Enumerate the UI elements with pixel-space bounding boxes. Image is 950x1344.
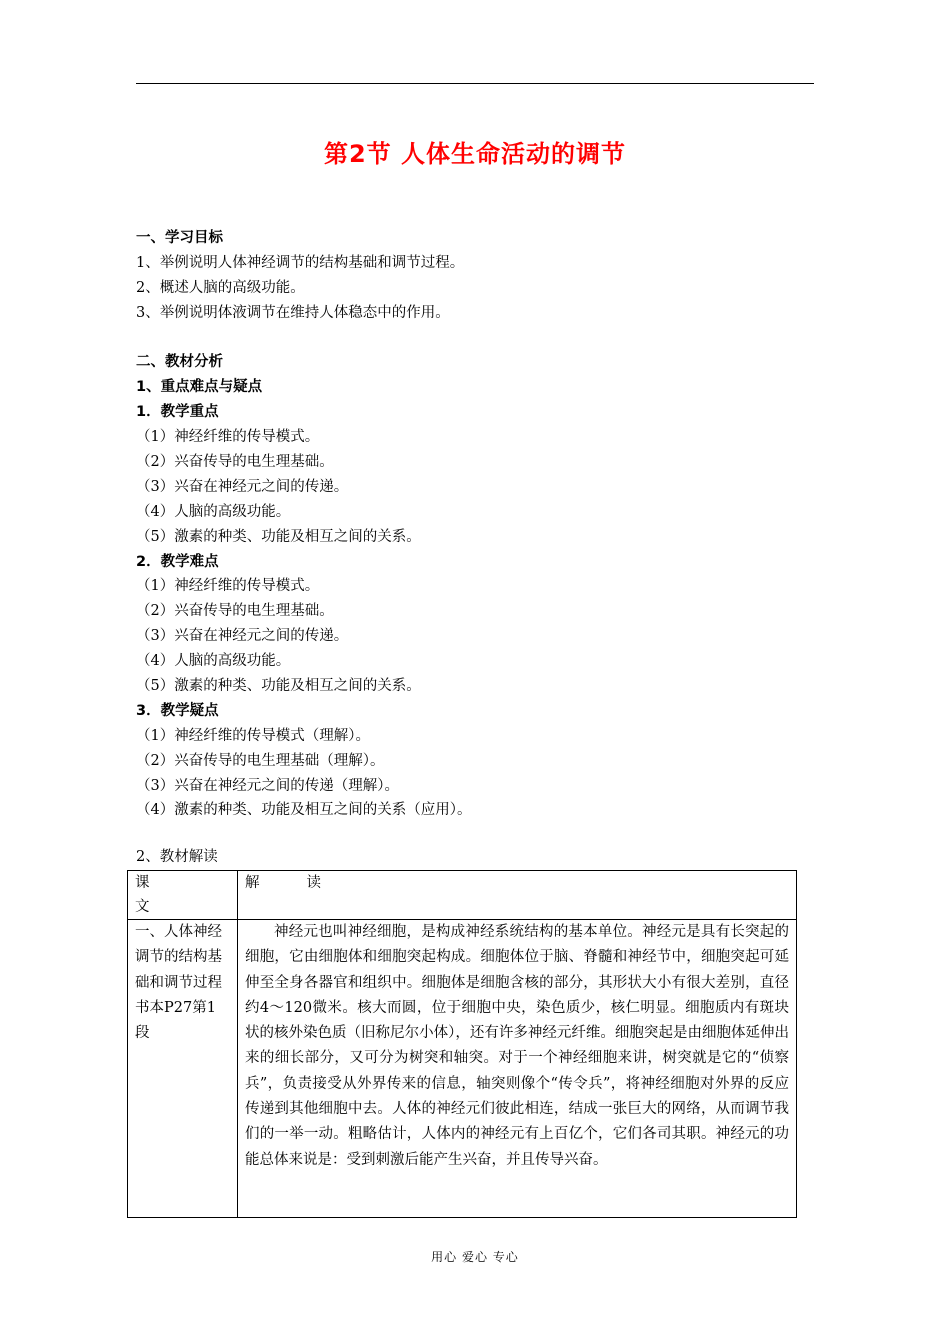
section-heading-goals: 一、学习目标 — [136, 230, 223, 246]
doubt-item: （4）激素的种类、功能及相互之间的关系（应用）。 — [136, 802, 472, 819]
doubt-item: （1）神经纤维的传导模式（理解）。 — [136, 727, 370, 744]
goal-item: 1、举例说明人体神经调节的结构基础和调节过程。 — [136, 254, 465, 271]
page-title: 第2节 人体生命活动的调节 — [323, 140, 627, 168]
header-rule — [136, 83, 814, 84]
row-content-cell — [238, 920, 797, 1218]
row-reference: 书本P27第1段 — [135, 999, 216, 1042]
difficult-item: （4）人脑的高级功能。 — [136, 653, 291, 670]
table-header-row — [128, 871, 797, 920]
header-cell-reading: 解读 — [238, 871, 797, 920]
difficult-item: （1）神经纤维的传导模式。 — [136, 578, 320, 595]
difficult-item: （5）激素的种类、功能及相互之间的关系。 — [136, 678, 421, 695]
focus-heading: 1．教学重点 — [136, 404, 219, 421]
header-cell-text: 课文 — [128, 871, 238, 920]
focus-item: （4）人脑的高级功能。 — [136, 503, 291, 520]
focus-item: （5）激素的种类、功能及相互之间的关系。 — [136, 528, 421, 545]
difficult-heading: 2．教学难点 — [136, 553, 219, 570]
reading-table — [127, 870, 797, 1218]
difficult-item: （2）兴奋传导的电生理基础。 — [136, 603, 334, 620]
focus-item: （1）神经纤维的传导模式。 — [136, 429, 320, 446]
table-row — [128, 920, 797, 1218]
page-footer: 用心 爱心 专心 — [431, 1250, 519, 1264]
table-caption: 2、教材解读 — [136, 849, 218, 865]
doubt-item: （2）兴奋传导的电生理基础（理解）。 — [136, 752, 385, 769]
focus-item: （3）兴奋在神经元之间的传递。 — [136, 478, 349, 495]
document-body — [136, 226, 816, 823]
row-topic: 一、人体神经调节的结构基础和调节过程 — [135, 924, 222, 991]
goal-item: 3、举例说明体液调节在维持人体稳态中的作用。 — [136, 304, 450, 321]
doubt-heading: 3．教学疑点 — [136, 702, 219, 719]
difficult-item: （3）兴奋在神经元之间的传递。 — [136, 628, 349, 645]
subsection-heading: 1、重点难点与疑点 — [136, 379, 263, 396]
goal-item: 2、概述人脑的高级功能。 — [136, 279, 305, 296]
focus-item: （2）兴奋传导的电生理基础。 — [136, 454, 334, 471]
row-content: 神经元也叫神经细胞，是构成神经系统结构的基本单位。神经元是具有长突起的细胞，它由细胞体和细胞突起构成。细胞体位于脑、脊髓和神经节中，细胞突起可延伸至全身各器官和组织中。细胞体是细胞含核的部分，其形状大小有很大差别，直径约4～120微米。核大而圆，位于细胞中央，染色质少，核仁明显。细胞质内有斑块状的核外染色质（旧称尼尔小体），还有许多神经元纤维。细胞突起是由细胞体延伸出来的细长部分，又可分为树突和轴突。对于一个神经细胞来讲，树突就是它的“侦察兵”，负责接受从外界传来的信息，轴突则像个“传令兵”，将神经细胞对外界的反应传递到其他细胞中去。人体的神经元们彼此相连，结成一张巨大的网络，从而调节我们的一举一动。粗略估计，人体内的神经元有上百亿个，它们各司其职。神经元的功能总体来说是：受到刺激后能产生兴奋，并且传导兴奋。 — [245, 924, 789, 1168]
section-heading-analysis: 二、教材分析 — [136, 354, 223, 371]
doubt-item: （3）兴奋在神经元之间的传递（理解）。 — [136, 777, 399, 794]
row-topic-cell — [128, 920, 238, 1218]
